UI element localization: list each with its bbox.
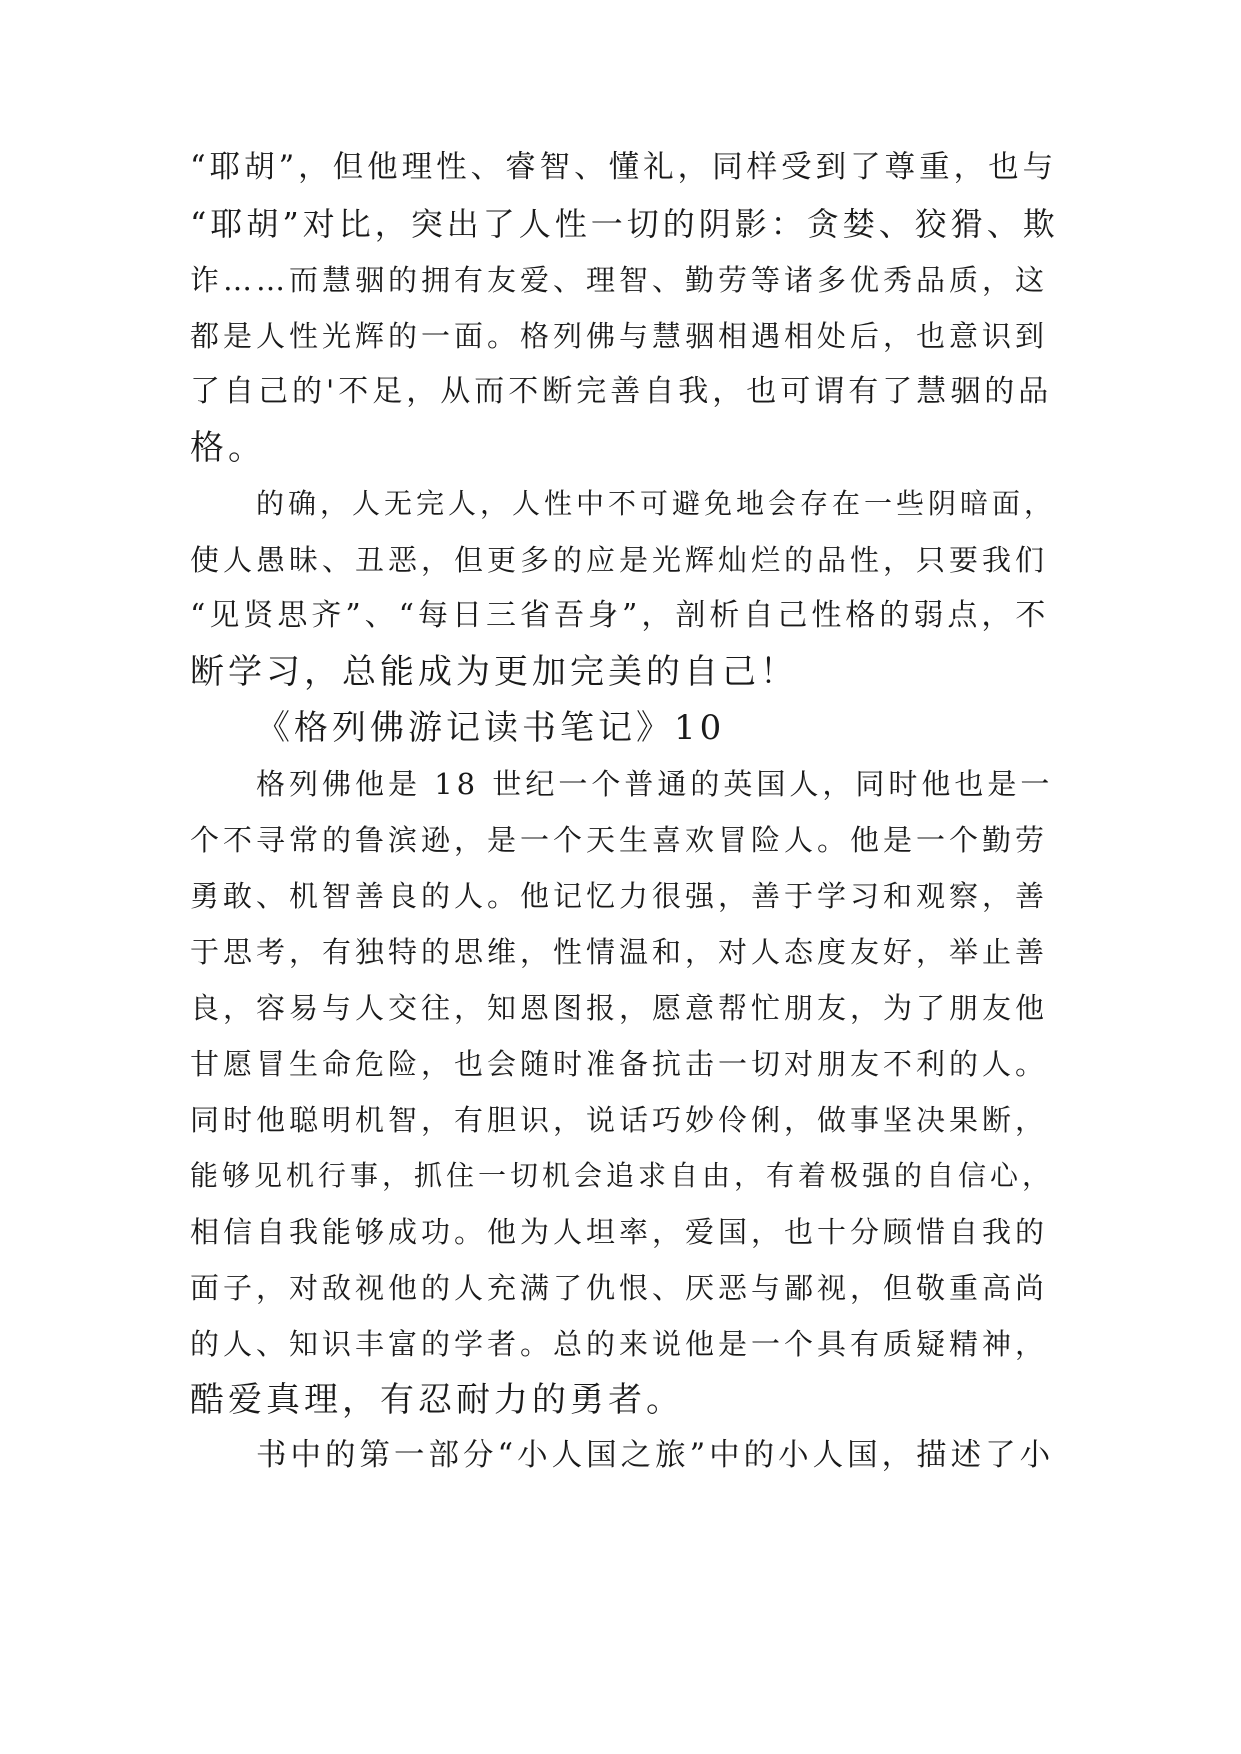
- text-line: 能够见机行事，抓住一切机会追求自由，有着极强的自信心，: [190, 1159, 1055, 1192]
- text-line: 面子，对敌视他的人充满了仇恨、厌恶与鄙视，但敬重高尚: [190, 1271, 1049, 1305]
- text-line: 的人、知识丰富的学者。总的来说他是一个具有质疑精神，: [190, 1327, 1049, 1361]
- text-line: 诈……而慧骃的拥有友爱、理智、勤劳等诸多优秀品质，这: [190, 263, 1049, 297]
- text-line: 格。: [190, 428, 266, 468]
- text-line: “见贤思齐”、“每日三省吾身”，剖析自己性格的弱点，不: [190, 598, 1050, 633]
- text-line: 甘愿冒生命危险，也会随时准备抗击一切对朋友不利的人。: [190, 1047, 1049, 1081]
- text-line: 书中的第一部分“小人国之旅”中的小人国，描述了小: [256, 1438, 1055, 1473]
- text-line: “耶胡”对比，突出了人性一切的阴影：贪婪、狡猾、欺: [190, 205, 1059, 243]
- text-line: 相信自我能够成功。他为人坦率，爱国，也十分顾惜自我的: [190, 1215, 1049, 1249]
- text-line: 都是人性光辉的一面。格列佛与慧骃相遇相处后，也意识到: [190, 319, 1049, 353]
- text-line: 同时他聪明机智，有胆识，说话巧妙伶俐，做事坚决果断，: [190, 1103, 1049, 1137]
- text-line: 良，容易与人交往，知恩图报，愿意帮忙朋友，为了朋友他: [190, 991, 1049, 1025]
- text-line: 断学习，总能成为更加完美的自己！: [190, 652, 798, 692]
- text-line: 格列佛他是 18 世纪一个普通的英国人，同时他也是一: [256, 767, 1054, 801]
- text-line: 勇敢、机智善良的人。他记忆力很强，善于学习和观察，善: [190, 879, 1049, 913]
- section-heading: 《格列佛游记读书笔记》10: [256, 708, 726, 748]
- text-line: 个不寻常的鲁滨逊，是一个天生喜欢冒险人。他是一个勤劳: [190, 823, 1049, 857]
- text-line: 于思考，有独特的思维，性情温和，对人态度友好，举止善: [190, 935, 1049, 969]
- text-line: 使人愚昧、丑恶，但更多的应是光辉灿烂的品性，只要我们: [190, 543, 1049, 577]
- text-line: 酷爱真理，有忍耐力的勇者。: [190, 1380, 684, 1420]
- text-line: 了自己的'不足，从而不断完善自我，也可谓有了慧骃的品: [190, 374, 1053, 409]
- text-line: “耶胡”，但他理性、睿智、懂礼，同样受到了尊重，也与: [190, 150, 1058, 185]
- text-line: 的确，人无完人，人性中不可避免地会存在一些阴暗面，: [256, 487, 1057, 520]
